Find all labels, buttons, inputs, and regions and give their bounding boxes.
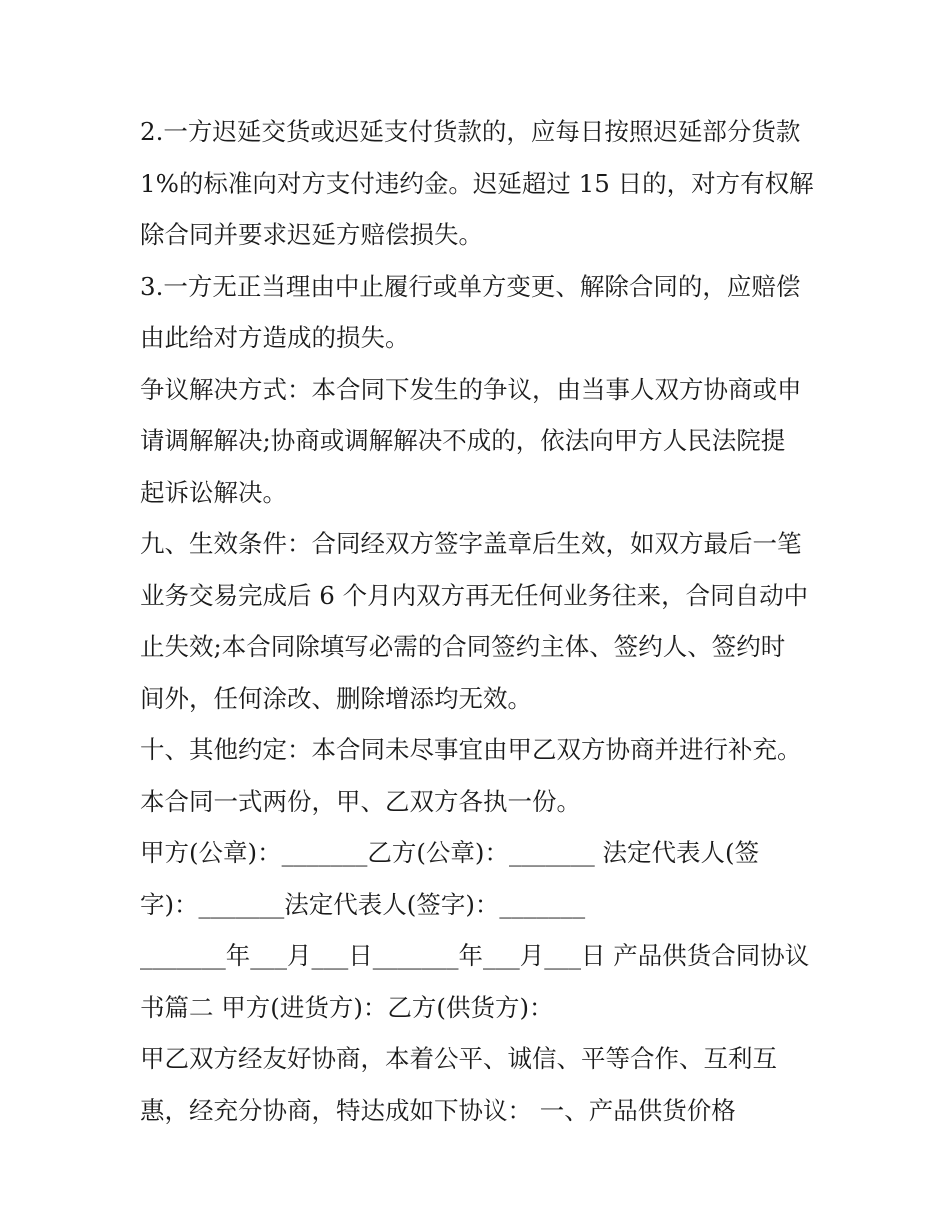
text-line-1: 2.一方迟延交货或迟延支付货款的，应每日按照迟延部分货款 xyxy=(140,117,801,146)
text-line-16: 字)：_______法定代表人(签字)：_______ xyxy=(140,889,586,919)
text-line-15: 甲方(公章)：_______乙方(公章)：_______ 法定代表人(签 xyxy=(140,838,760,867)
text-line-2: 1%的标准向对方支付违约金。迟延超过 15 日的，对方有权解 xyxy=(140,168,814,198)
text-line-11: 止失效;本合同除填写必需的合同签约主体、签约人、签约时 xyxy=(140,632,786,661)
text-line-18: 书篇二 甲方(进货方)：乙方(供货方)： xyxy=(140,992,554,1022)
text-line-12: 间外，任何涂改、删除增添均无效。 xyxy=(140,683,532,713)
text-line-3: 除合同并要求迟延方赔偿损失。 xyxy=(140,220,483,249)
text-line-4: 3.一方无正当理由中止履行或单方变更、解除合同的，应赔偿 xyxy=(140,271,801,301)
text-line-10: 业务交易完成后 6 个月内双方再无任何业务往来，合同自动中 xyxy=(140,580,809,610)
text-line-20: 惠，经充分协商，特达成如下协议： 一、产品供货价格 xyxy=(140,1095,736,1125)
text-line-8: 起诉讼解决。 xyxy=(140,477,287,507)
document-body xyxy=(140,106,820,1136)
text-line-13: 十、其他约定：本合同未尽事宜由甲乙双方协商并进行补充。 xyxy=(140,735,802,764)
text-line-9: 九、生效条件：合同经双方签字盖章后生效，如双方最后一笔 xyxy=(140,529,802,558)
text-line-7: 请调解解决;协商或调解解决不成的，依法向甲方人民法院提 xyxy=(140,426,786,455)
text-line-6: 争议解决方式：本合同下发生的争议，由当事人双方协商或申 xyxy=(140,374,802,404)
text-line-5: 由此给对方造成的损失。 xyxy=(140,323,410,352)
text-line-14: 本合同一式两份，甲、乙双方各执一份。 xyxy=(140,786,581,816)
text-line-19: 甲乙双方经友好协商，本着公平、诚信、平等合作、互利互 xyxy=(140,1044,777,1073)
text-line-17: _______年___月___日_______年___月___日 产品供货合同协议 xyxy=(140,941,810,970)
